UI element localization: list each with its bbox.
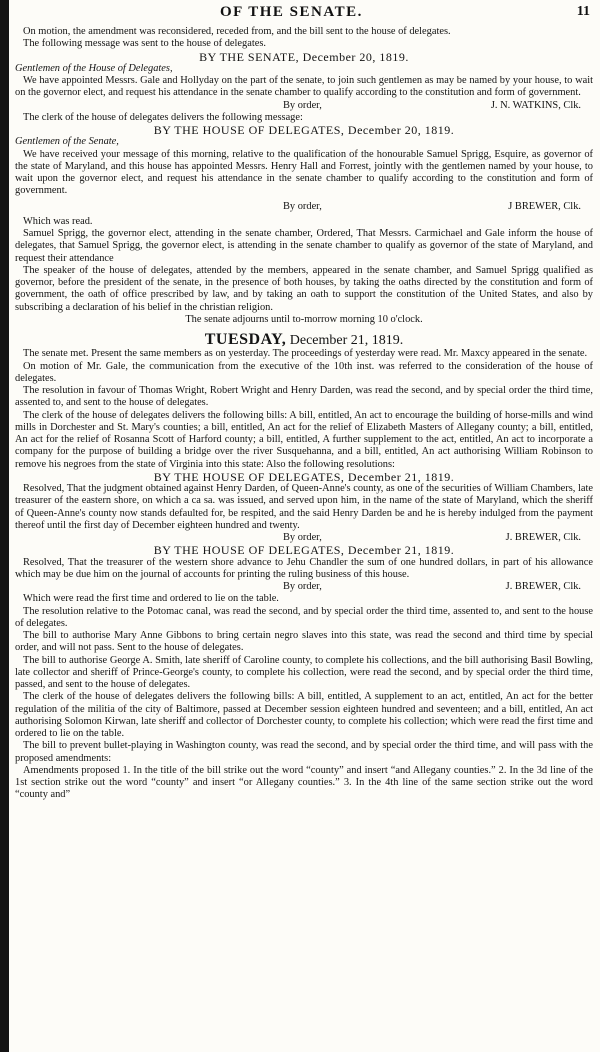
resolution-text: Resolved, That the judgment obtained against Henry Darden, of Queen-Anne's county, as one of the securities of William Chambers, late treasurer of the eastern shore, on which a ca sa. was issued, and served upon him, in the name of the state of Maryland, which the sheriff of Queen-Anne's county now stands defaulted for, be respited, and the said Henry Darden be and he is hereby indulged from the payment thereof until the first day of December eighteen hundred and twenty. [15,483,593,531]
message-salutation: Gentlemen of the Senate, [15,136,119,148]
paragraph: The speaker of the house of delegates, attended by the members, appeared in the senate chamber, and Samuel Sprigg qualified as governor, before the president of the senate, in the presence of both houses, by taking the oaths directed by the constitution and form of government, the oath of office prescribed by law, and by taking an oath to support the constitution of the United States, and also by subscribing a declaration of his belief in the christian religion. [15,264,593,313]
paragraph: The clerk of the house of delegates delivers the following bills: A bill, entitled, An act to encourage the building of horse-mills and wind mills in Dorchester and St. Mary's counties; a bill, entitled, An act for the relief of Elizabeth Masters of Allegany county; a bill, entitled, An act for the relief of Rosanna Scott of Harford county; a bill, entitled, A further supplement to the act, entitled, An act to incorporate a company for the purpose of building a bridge over the river Susquehanna, and a bill, entitled, An act authorising William Robinson to remove his negroes from the state of Virginia into this state: Also the following resolutions: [15,409,593,470]
message-heading: BY THE HOUSE OF DELEGATES, December 21, 1819. [153,543,455,558]
by-order-label: By order, [283,532,322,543]
paragraph: The following message was sent to the house of delegates. [23,38,266,50]
message-signature-line [15,581,593,593]
day-heading [15,331,593,348]
paragraph: The resolution relative to the Potomac canal, was read the second, and by special order the third time, assented to, and sent to the house of delegates. [15,605,593,629]
running-title: OF THE SENATE. [220,4,363,20]
paragraph: On motion of Mr. Gale, the communication from the executive of the 10th inst. was referred to the consideration of the house of delegates. [15,360,593,384]
day-heading-date: December 21, 1819. [289,333,404,348]
paragraph: The bill to prevent bullet-playing in Washington county, was read the second, and by special order the third time, and will pass with the proposed amendments: [15,740,593,764]
binding-edge [0,0,9,1052]
by-order-label: By order, [283,99,322,111]
resolution-text: Resolved, That the treasurer of the western shore advance to Jehu Chandler the sum of one hundred dollars, in part of his allowance which may be due him on the journal of accounts for printing the ruling business of this house. [15,556,593,580]
clerk-signature: J. N. WATKINS, Clk. [490,99,581,111]
message-signature-line [15,201,593,213]
clerk-signature: J. BREWER, Clk. [505,532,581,543]
message-heading: BY THE SENATE, December 20, 1819. [199,49,409,64]
page-number: 11 [576,4,590,19]
day-heading-weekday: TUESDAY, [204,331,287,348]
message-heading: BY THE HOUSE OF DELEGATES, December 21, 1819. [153,469,455,484]
adjournment-note: The senate adjourns until to-morrow morning 10 o'clock. [185,313,423,325]
by-order-label: By order, [283,581,322,592]
paragraph: Amendments proposed 1. In the title of the bill strike out the word “county” and insert “and Allegany counties.” 2. In the 3d line of the 1st section strike out the word “county” and insert “or Allegany counties.” 3. In the 4th line of the same section strike out the word “county and” [15,764,593,801]
paragraph: The bill to authorise George A. Smith, late sheriff of Caroline county, to complete his collections, and the bill authorising Basil Bowling, late collector and sheriff of Prince-George's county, to complete his collection, were read the second, and by special order the third time, passed, and sent to the house of delegates. [15,654,593,690]
paragraph: The bill to authorise Mary Anne Gibbons to bring certain negro slaves into this state, was read the second and third time by special order, and will not pass. Sent to the house of delegates. [15,630,593,654]
paragraph: The senate met. Present the same members as on yesterday. The proceedings of yesterday were read. Mr. Maxcy appeared in the senate. [23,348,588,360]
text-column [15,26,593,802]
message-signature-line [15,100,593,112]
clerk-signature: J. BREWER, Clk. [505,581,581,592]
message-text: We have received your message of this morning, relative to the qualification of the honourable Samuel Sprigg, Esquire, as governor of the state of Maryland, and this house has appointed Messrs. Henry Hall and Forrest, jointly with the gentlemen named by your house, to wait upon the governor elect, and request his attendance in the senate chamber to qualify according to the constitution and form of government. [15,148,593,197]
message-salutation: Gentlemen of the House of Delegates, [15,62,173,74]
paragraph: On motion, the amendment was reconsidered, receded from, and the bill sent to the house of delegates. [23,26,451,37]
paragraph: The clerk of the house of delegates delivers the following message: [23,111,303,123]
by-order-label: By order, [283,200,322,212]
paragraph: The resolution in favour of Thomas Wright, Robert Wright and Henry Darden, was read the second, and by special order the third time, assented to, and sent to the house of delegates. [15,385,593,409]
page-header [0,0,600,26]
message-heading: BY THE HOUSE OF DELEGATES, December 20, 1819. [153,123,455,137]
paragraph: Samuel Sprigg, the governor elect, attending in the senate chamber, Ordered, That Messrs. Carmichael and Gale inform the house of delegates, that Samuel Sprigg, the governor elect, is attending in the senate chamber to qualify as governor of the state of Maryland, and request their attendance [15,228,593,264]
message-text: We have appointed Messrs. Gale and Hollyday on the part of the senate, to join such gentlemen as may be named by your house, to wait on the governor elect, and request his attendance in the senate chamber to qualify according to the constitution and form of government. [15,75,593,99]
paragraph: Which were read the first time and ordered to lie on the table. [23,593,279,605]
paragraph: Which was read. [23,215,93,227]
clerk-signature: J BREWER, Clk. [508,200,581,212]
paragraph: The clerk of the house of delegates delivers the following bills: A bill, entitled, A supplement to an act, entitled, An act for the better regulation of the militia of the city of Baltimore, passed at December session eighteen hundred and seventeen; and a bill, entitled, An act authorising Solomon Kirwan, late sheriff and collector of Dorchester county, to complete his collection; which were read the first time and ordered to lie on the table. [15,691,593,739]
